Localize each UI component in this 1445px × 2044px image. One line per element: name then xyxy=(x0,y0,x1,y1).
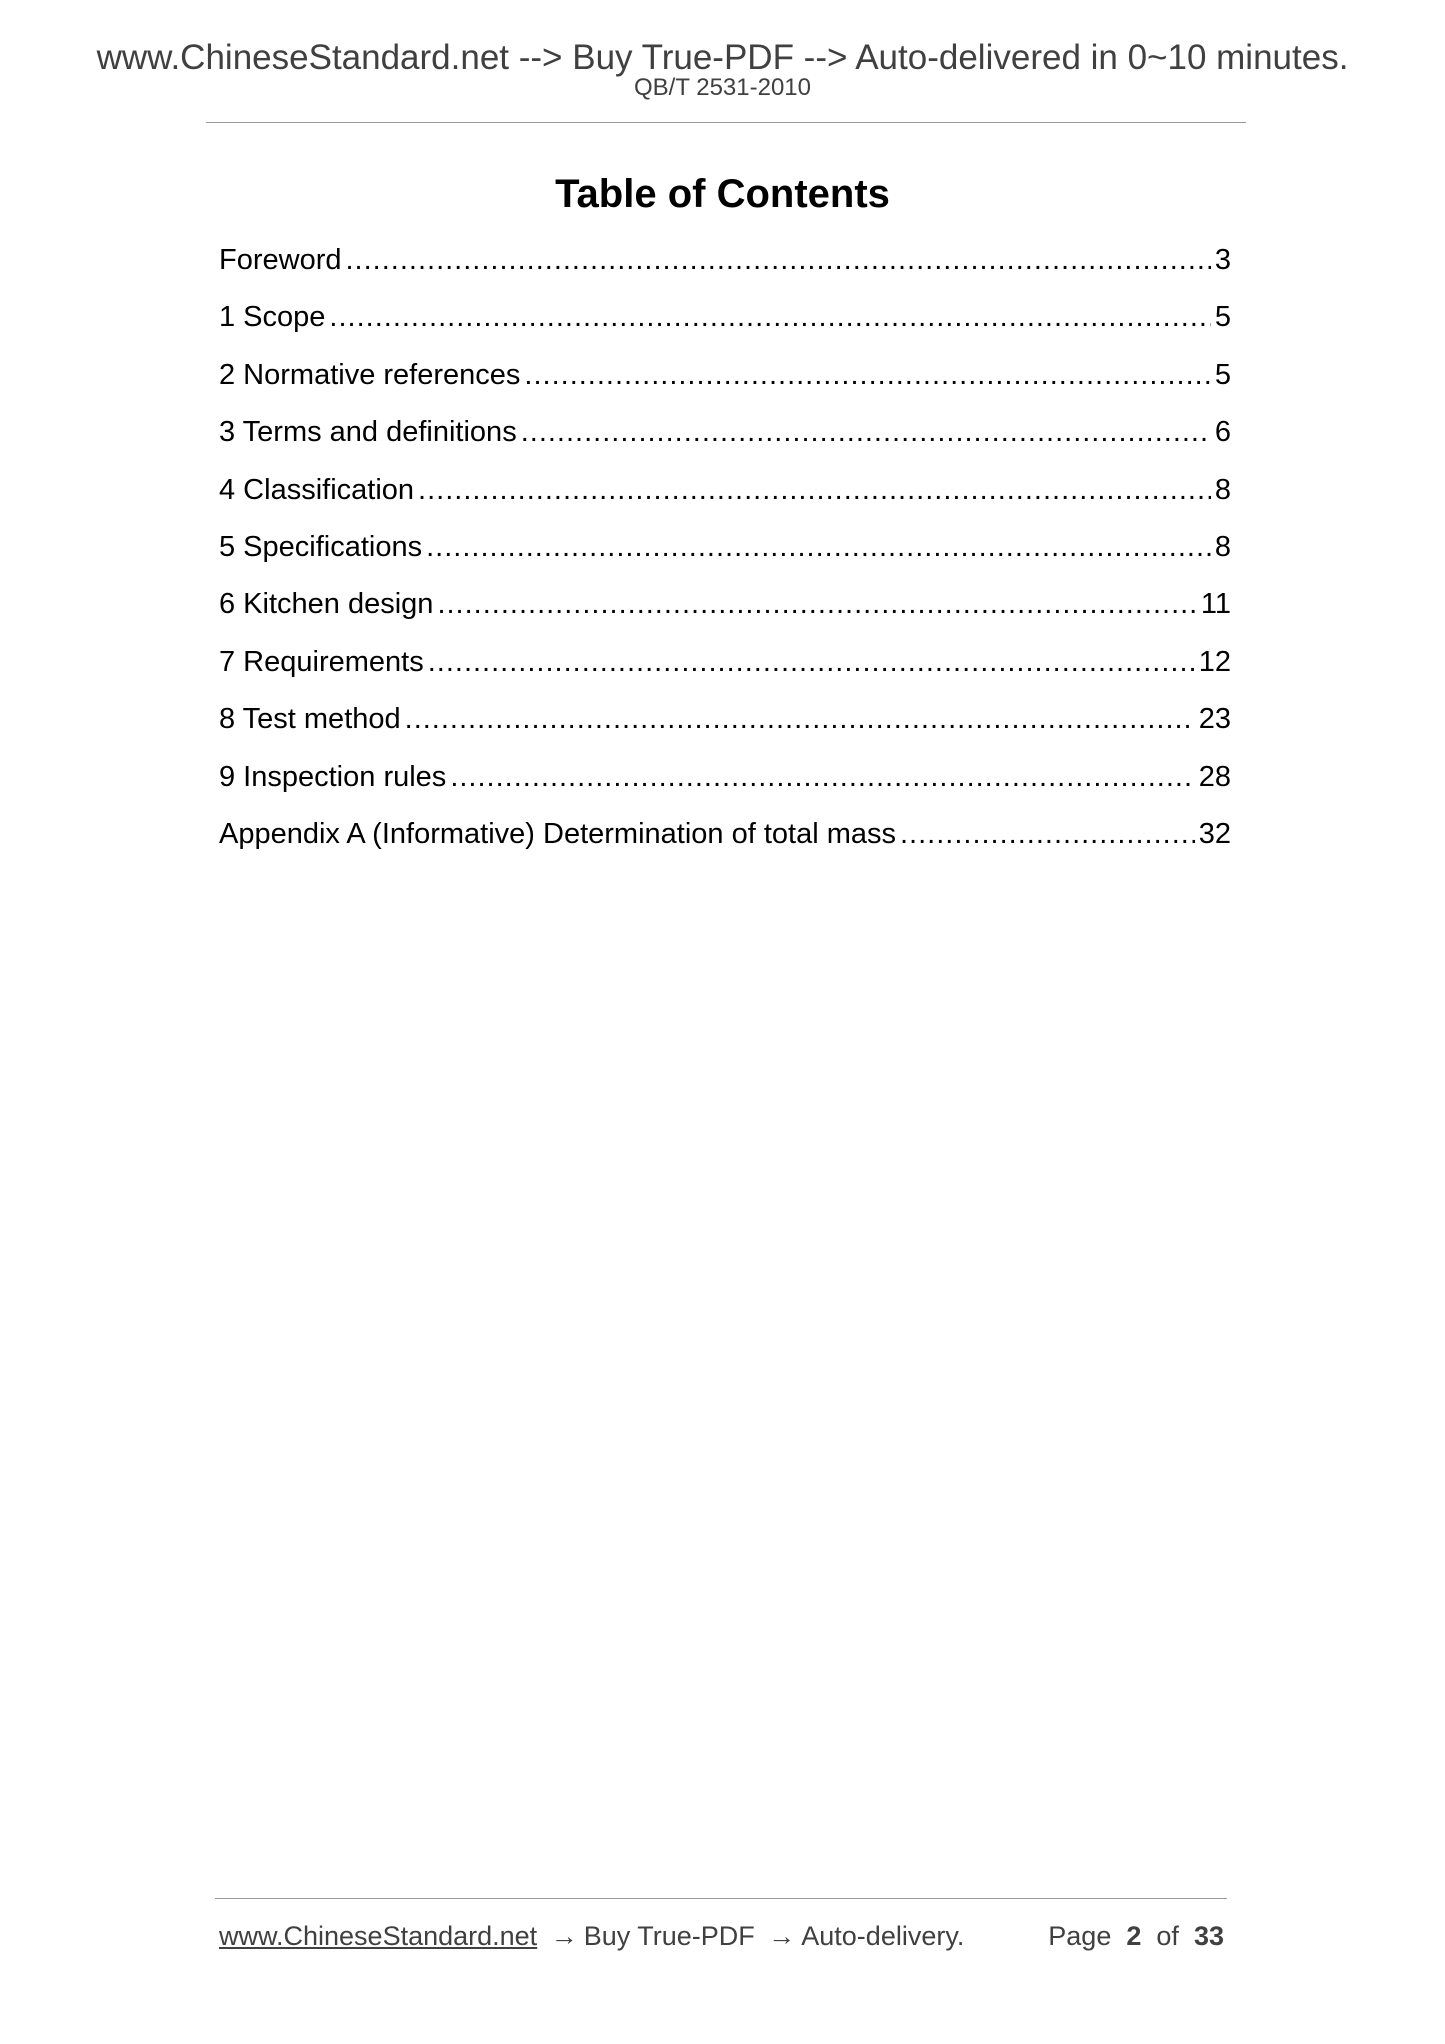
footer-promo xyxy=(219,1918,964,1954)
dot-leader xyxy=(524,356,1210,394)
toc-entry-foreword[interactable] xyxy=(219,241,1231,298)
toc-entry-page: 8 xyxy=(1214,530,1231,563)
toc-entry-page: 5 xyxy=(1214,301,1231,334)
toc-entry-test-method[interactable] xyxy=(219,700,1231,757)
toc-entry-inspection-rules[interactable] xyxy=(219,758,1231,815)
of-word: of xyxy=(1156,1921,1179,1951)
toc-entry-page: 23 xyxy=(1198,703,1231,736)
toc-entry-label: 8 Test method xyxy=(219,703,401,736)
toc-entry-kitchen-design[interactable] xyxy=(219,585,1231,642)
dot-leader xyxy=(521,413,1211,451)
toc-entry-label: 9 Inspection rules xyxy=(219,760,447,793)
dot-leader xyxy=(329,298,1210,336)
dot-leader xyxy=(426,528,1211,566)
footer-auto-text: Auto-delivery. xyxy=(801,1921,965,1951)
toc-entry-normative-references[interactable] xyxy=(219,356,1231,413)
toc-entry-appendix-a[interactable] xyxy=(219,815,1231,872)
arrow-right-icon: → xyxy=(550,1921,578,1951)
toc-entry-page: 12 xyxy=(1198,645,1231,678)
top-banner: www.ChineseStandard.net --> Buy True-PDF --> Auto-delivered in 0~10 minutes. xyxy=(96,38,1349,77)
page-word: Page xyxy=(1048,1921,1112,1951)
toc-entry-terms-and-definitions[interactable] xyxy=(219,413,1231,470)
current-page-number: 2 xyxy=(1126,1921,1142,1951)
toc-entry-page: 28 xyxy=(1198,760,1231,793)
toc-entry-classification[interactable] xyxy=(219,471,1231,528)
dot-leader xyxy=(346,241,1211,279)
toc-entry-label: 1 Scope xyxy=(219,301,326,334)
toc-entry-requirements[interactable] xyxy=(219,643,1231,700)
toc-entry-label: 6 Kitchen design xyxy=(219,588,434,621)
dot-leader xyxy=(437,585,1196,623)
toc-entry-label: 5 Specifications xyxy=(219,530,423,563)
toc-entry-label: 2 Normative references xyxy=(219,358,521,391)
arrow-right-icon: → xyxy=(768,1921,796,1951)
page-number xyxy=(1048,1918,1224,1954)
toc-entry-scope[interactable] xyxy=(219,298,1231,355)
toc-entry-page: 11 xyxy=(1200,588,1231,621)
dot-leader xyxy=(450,758,1194,796)
dot-leader xyxy=(405,700,1195,738)
toc-entry-page: 8 xyxy=(1214,473,1231,506)
toc-entry-specifications[interactable] xyxy=(219,528,1231,585)
toc-entry-label: Appendix A (Informative) Determination of total mass xyxy=(219,817,896,850)
dot-leader xyxy=(418,471,1211,509)
toc-entry-page: 32 xyxy=(1198,817,1231,850)
page-title: Table of Contents xyxy=(555,172,890,216)
header-divider xyxy=(206,122,1246,123)
total-page-count: 33 xyxy=(1193,1921,1224,1951)
toc-entry-page: 6 xyxy=(1214,416,1231,449)
toc-entry-page: 3 xyxy=(1214,244,1231,276)
footer-buy-text: Buy True-PDF xyxy=(583,1921,755,1951)
table-of-contents xyxy=(219,241,1231,872)
toc-entry-label: 3 Terms and definitions xyxy=(219,416,517,449)
document-code: QB/T 2531-2010 xyxy=(633,74,811,101)
footer-divider xyxy=(215,1898,1227,1899)
toc-entry-label: Foreword xyxy=(219,244,342,276)
toc-entry-label: 7 Requirements xyxy=(219,645,424,678)
toc-entry-page: 5 xyxy=(1214,358,1231,391)
footer-site-link[interactable]: www.ChineseStandard.net xyxy=(219,1921,538,1951)
dot-leader xyxy=(428,643,1195,681)
toc-entry-label: 4 Classification xyxy=(219,473,415,506)
dot-leader xyxy=(900,815,1195,853)
